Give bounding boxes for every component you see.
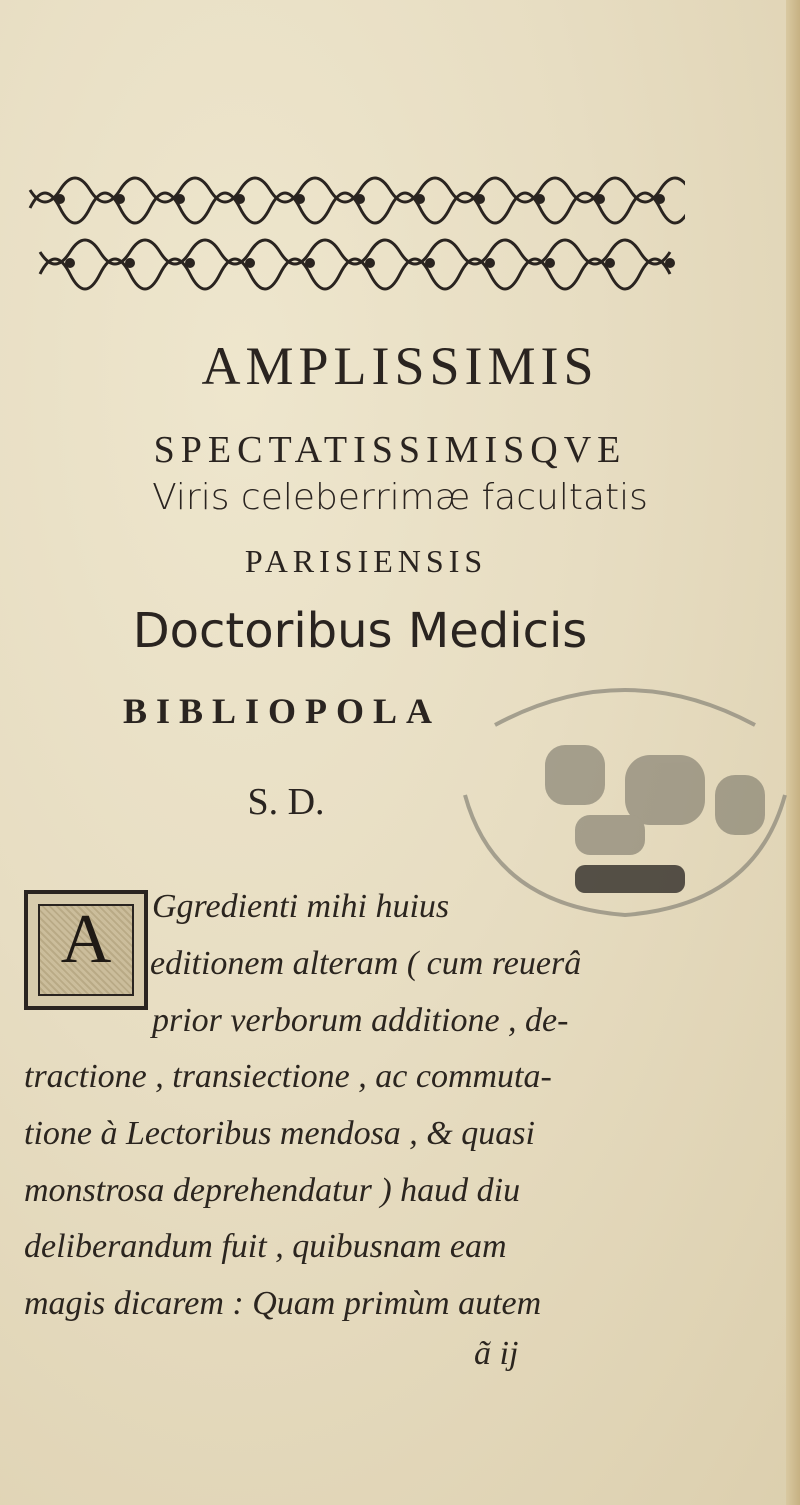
ornament-band-bottom bbox=[20, 232, 685, 294]
library-stamp bbox=[455, 665, 795, 925]
body-line: magis dicarem : Quam primùm autem bbox=[24, 1285, 542, 1322]
title-doctoribus: Doctoribus Medicis bbox=[132, 603, 588, 659]
title-amplissimis: AMPLISSIMIS bbox=[201, 336, 599, 396]
body-line: tione à Lectoribus mendosa , & quasi bbox=[24, 1115, 535, 1152]
title-spectatissimisque: SPECTATISSIMISQVE bbox=[153, 429, 627, 471]
initial-letter: A bbox=[60, 901, 112, 978]
body-line: monstrosa deprehendatur ) haud diu bbox=[24, 1172, 521, 1209]
body-line: deliberandum fuit , quibusnam eam bbox=[24, 1228, 507, 1265]
decorated-initial bbox=[24, 890, 148, 1010]
signature-mark: ã ij bbox=[474, 1335, 519, 1372]
ornament-band-top bbox=[20, 168, 685, 230]
title-parisiensis: PARISIENSIS bbox=[244, 543, 488, 579]
body-line: tractione , transiectione , ac commuta- bbox=[24, 1058, 552, 1095]
title-bibliopola: BIBLIOPOLA bbox=[122, 691, 442, 731]
title-viris: Viris celeberrimæ facultatis bbox=[152, 477, 648, 518]
title-sd: S. D. bbox=[247, 781, 325, 823]
body-line: editionem alteram ( cum reuerâ bbox=[150, 945, 582, 982]
body-line: Ggredienti mihi huius bbox=[152, 888, 450, 925]
body-line: prior verborum additione , de- bbox=[152, 1002, 569, 1039]
